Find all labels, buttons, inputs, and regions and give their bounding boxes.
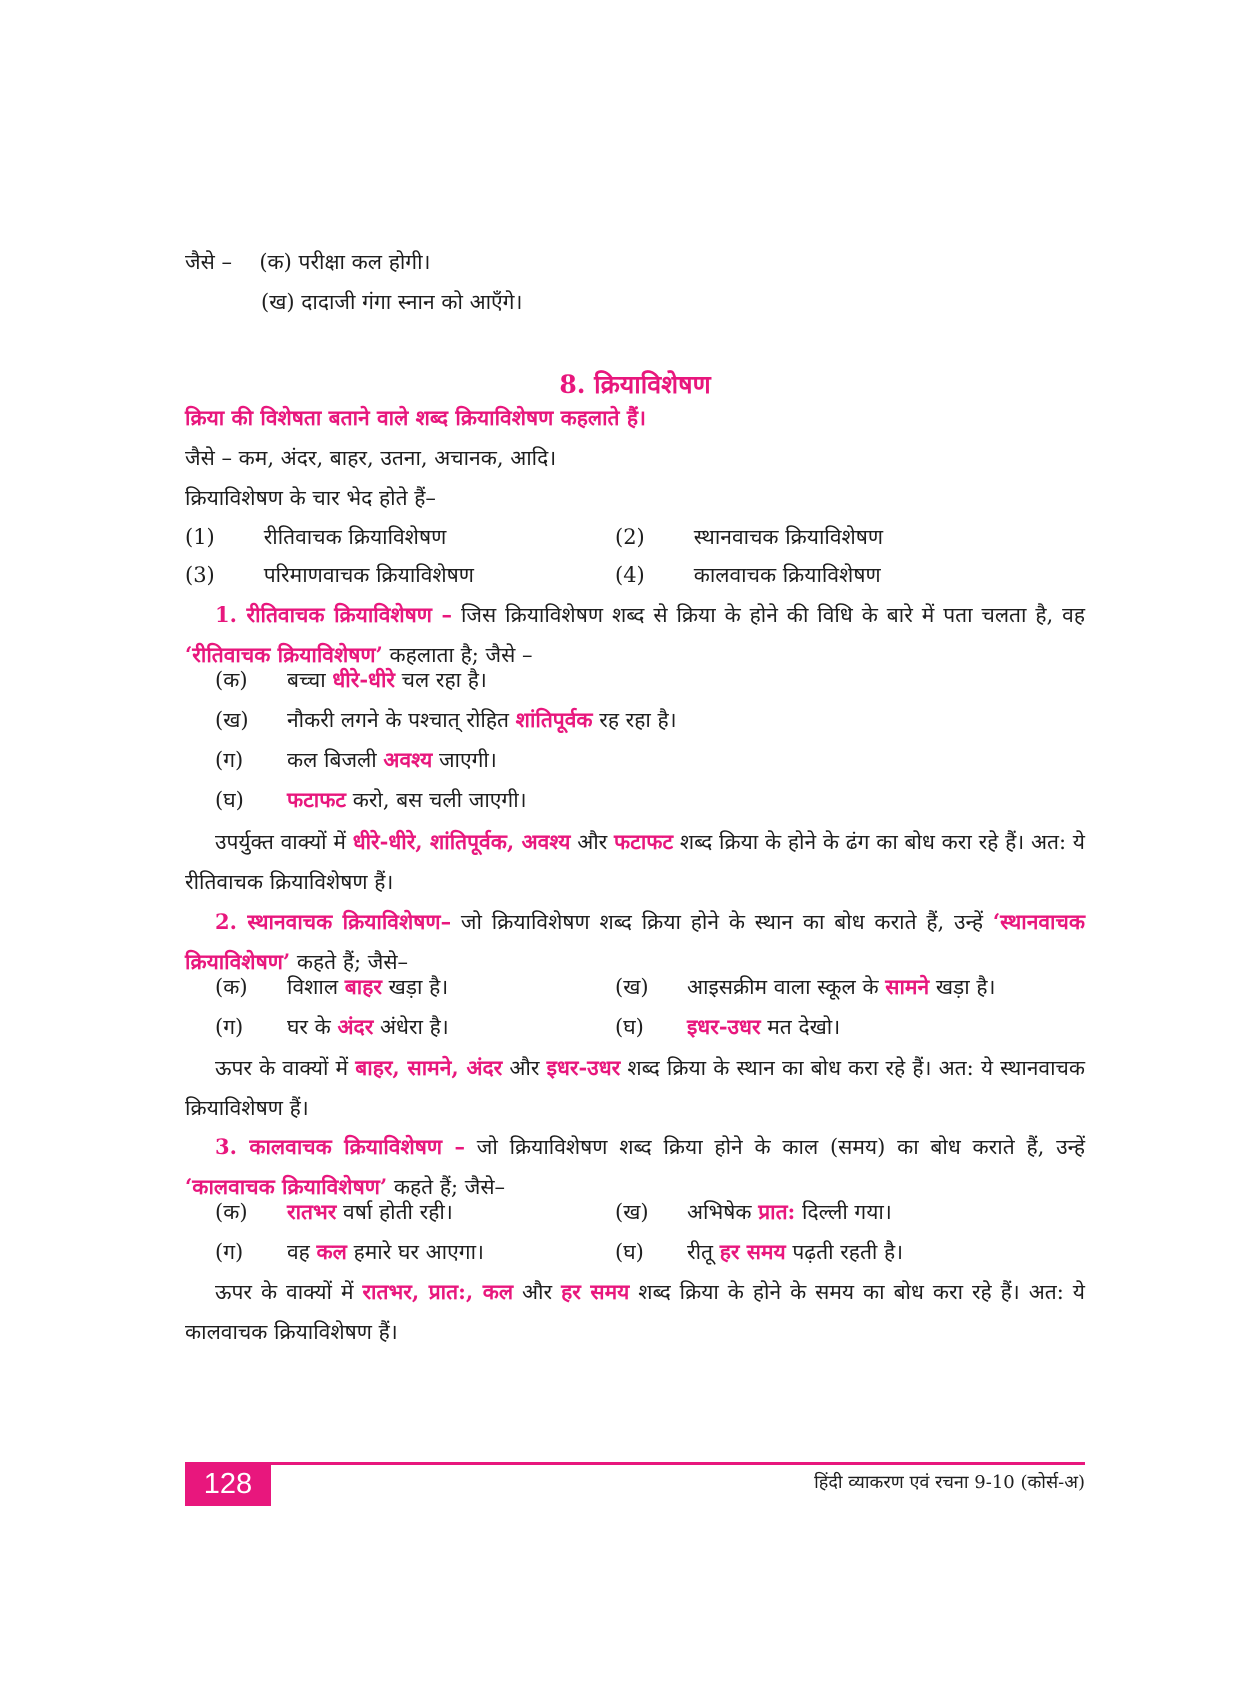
intro-example-kh: (ख) दादाजी गंगा स्नान को आएँगे। — [261, 290, 523, 314]
intro-item-k: (क) परीक्षा कल होगी। — [259, 250, 431, 274]
example-post: करो, बस चली जाएगी। — [352, 788, 527, 812]
examples-line: जैसे – कम, अंदर, बाहर, उतना, अचानक, आदि। — [185, 446, 557, 470]
example-post: रह रहा है। — [599, 708, 677, 732]
book-title: हिंदी व्याकरण एवं रचना 9-10 (कोर्स-अ) — [814, 1472, 1085, 1493]
example-pre: वह — [287, 1240, 310, 1264]
intro-lead: जैसे – — [185, 250, 232, 274]
example-mark: (ग) — [215, 1240, 244, 1264]
summary-text: ऊपर के वाक्यों में — [215, 1056, 349, 1080]
sthan-summary — [185, 1048, 1085, 1128]
kaal-title: 3. कालवाचक क्रियाविशेषण – — [215, 1134, 465, 1159]
riti-text-b: कहलाता है; जैसे – — [389, 643, 533, 667]
summary-text: शब्द क्रिया के स्थान का बोध करा रहे हैं। अत: ये स्थानवाचक क्रियाविशेषण हैं। — [185, 1056, 1085, 1120]
type-row-1 — [185, 522, 446, 552]
sthan-definition — [185, 902, 1085, 982]
riti-term: ‘रीतिवाचक क्रियाविशेषण’ — [185, 642, 383, 667]
example-post: जाएगी। — [438, 748, 497, 772]
example-mark: (ख) — [615, 1200, 649, 1224]
sthan-text-b: कहते हैं; जैसे– — [296, 950, 409, 974]
type-label: रीतिवाचक क्रियाविशेषण — [263, 525, 447, 549]
kaal-definition — [185, 1127, 1085, 1207]
type-row-2 — [615, 522, 883, 552]
example-post: दिल्ली गया। — [802, 1200, 892, 1224]
types-intro: क्रियाविशेषण के चार भेद होते हैं– — [185, 486, 436, 510]
example-mark: (घ) — [215, 788, 244, 812]
example-highlight: हर समय — [719, 1239, 786, 1264]
sthan-example-2 — [615, 972, 995, 1002]
example-highlight: फटाफट — [287, 787, 346, 812]
example-pre: अभिषेक — [687, 1200, 752, 1224]
example-post: वर्षा होती रही। — [343, 1200, 453, 1224]
definition: क्रिया की विशेषता बताने वाले शब्द क्रियाविशेषण कहलाते हैं। — [185, 405, 646, 430]
example-pre: घर के — [287, 1015, 331, 1039]
kaal-term: ‘कालवाचक क्रियाविशेषण’ — [185, 1174, 388, 1199]
example-post: खड़ा है। — [388, 975, 449, 999]
type-row-4 — [615, 560, 881, 590]
summary-text: ऊपर के वाक्यों में — [215, 1280, 354, 1304]
example-highlight: अंदर — [337, 1014, 374, 1039]
kaal-example-3 — [215, 1237, 484, 1267]
example-pre: रीतू — [687, 1240, 713, 1264]
riti-text-a: जिस क्रियाविशेषण शब्द से क्रिया के होने की विधि के बारे में पता चलता है, वह — [460, 603, 1085, 627]
riti-example-3 — [215, 745, 497, 775]
summary-text: उपर्युक्त वाक्यों में — [215, 830, 346, 854]
example-pre: विशाल — [287, 975, 339, 999]
page-number: 128 — [185, 1462, 271, 1506]
example-mark: (ग) — [215, 748, 244, 772]
summary-highlight: धीरे-धीरे, शांतिपूर्वक, अवश्य — [352, 829, 571, 854]
kaal-example-1 — [215, 1197, 453, 1227]
type-row-3 — [185, 560, 474, 590]
type-label: परिमाणवाचक क्रियाविशेषण — [263, 563, 474, 587]
example-post: पढ़ती रहती है। — [792, 1240, 904, 1264]
riti-example-1 — [215, 665, 487, 695]
type-label: स्थानवाचक क्रियाविशेषण — [693, 525, 884, 549]
example-pre: कल बिजली — [287, 748, 377, 772]
example-mark: (क) — [215, 668, 248, 692]
example-highlight: शांतिपूर्वक — [515, 707, 593, 732]
example-highlight: धीरे-धीरे — [332, 667, 395, 692]
example-highlight: रातभर — [287, 1199, 337, 1224]
riti-title: 1. रीतिवाचक क्रियाविशेषण – — [215, 602, 453, 627]
summary-text: शब्द क्रिया के होने के समय का बोध करा रहे हैं। अत: ये कालवाचक क्रियाविशेषण हैं। — [185, 1280, 1085, 1344]
section-heading: 8. क्रियाविशेषण — [559, 370, 711, 399]
type-num: (1) — [185, 525, 215, 549]
example-highlight: इधर-उधर — [687, 1014, 761, 1039]
summary-highlight: इधर-उधर — [546, 1055, 621, 1080]
example-mark: (घ) — [615, 1015, 644, 1039]
kaal-example-2 — [615, 1197, 892, 1227]
example-mark: (क) — [215, 1200, 248, 1224]
example-post: हमारे घर आएगा। — [353, 1240, 484, 1264]
riti-example-2 — [215, 705, 677, 735]
kaal-summary — [185, 1272, 1085, 1352]
example-mark: (ग) — [215, 1015, 244, 1039]
example-highlight: कल — [316, 1239, 347, 1264]
kaal-text-b: कहते हैं; जैसे– — [393, 1175, 506, 1199]
example-pre: आइसक्रीम वाला स्कूल के — [687, 975, 879, 999]
example-pre: नौकरी लगने के पश्चात् रोहित — [287, 708, 509, 732]
example-mark: (ख) — [215, 708, 249, 732]
example-mark: (ख) — [615, 975, 649, 999]
example-post: मत देखो। — [767, 1015, 841, 1039]
summary-highlight: हर समय — [561, 1279, 630, 1304]
summary-text: शब्द क्रिया के होने के ढंग का बोध करा रहे हैं। अत: ये रीतिवाचक क्रियाविशेषण हैं। — [185, 830, 1085, 894]
example-highlight: अवश्य — [383, 747, 433, 772]
intro-example-k — [185, 247, 431, 277]
example-mark: (घ) — [615, 1240, 644, 1264]
example-post: अंधेरा है। — [379, 1015, 449, 1039]
kaal-example-4 — [615, 1237, 903, 1267]
riti-example-4 — [215, 785, 527, 815]
sthan-term: ‘स्थानवाचक क्रियाविशेषण’ — [185, 909, 1085, 974]
summary-and: और — [577, 830, 608, 854]
example-mark: (क) — [215, 975, 248, 999]
summary-highlight: रातभर, प्रात:, कल — [362, 1279, 514, 1304]
summary-and: और — [522, 1280, 553, 1304]
sthan-text-a: जो क्रियाविशेषण शब्द क्रिया होने के स्थान का बोध कराते हैं, उन्हें — [460, 910, 983, 934]
type-num: (4) — [615, 563, 645, 587]
sthan-example-3 — [215, 1012, 449, 1042]
example-highlight: प्रात: — [758, 1199, 796, 1224]
summary-highlight: बाहर, सामने, अंदर — [355, 1055, 503, 1080]
example-highlight: बाहर — [344, 974, 382, 999]
riti-definition — [185, 595, 1085, 675]
type-num: (3) — [185, 563, 215, 587]
type-num: (2) — [615, 525, 645, 549]
sthan-title: 2. स्थानवाचक क्रियाविशेषण– — [215, 909, 452, 934]
sthan-example-4 — [615, 1012, 840, 1042]
example-post: चल रहा है। — [401, 668, 487, 692]
textbook-page — [185, 0, 1085, 1692]
type-label: कालवाचक क्रियाविशेषण — [693, 563, 881, 587]
sthan-example-1 — [215, 972, 448, 1002]
riti-summary — [185, 822, 1085, 902]
summary-highlight: फटाफट — [614, 829, 674, 854]
summary-and: और — [509, 1056, 540, 1080]
kaal-text-a: जो क्रियाविशेषण शब्द क्रिया होने के काल (समय) का बोध कराते हैं, उन्हें — [476, 1135, 1086, 1159]
example-post: खड़ा है। — [935, 975, 996, 999]
example-pre: बच्चा — [287, 668, 326, 692]
footer-rule — [185, 1462, 1085, 1465]
example-highlight: सामने — [885, 974, 930, 999]
